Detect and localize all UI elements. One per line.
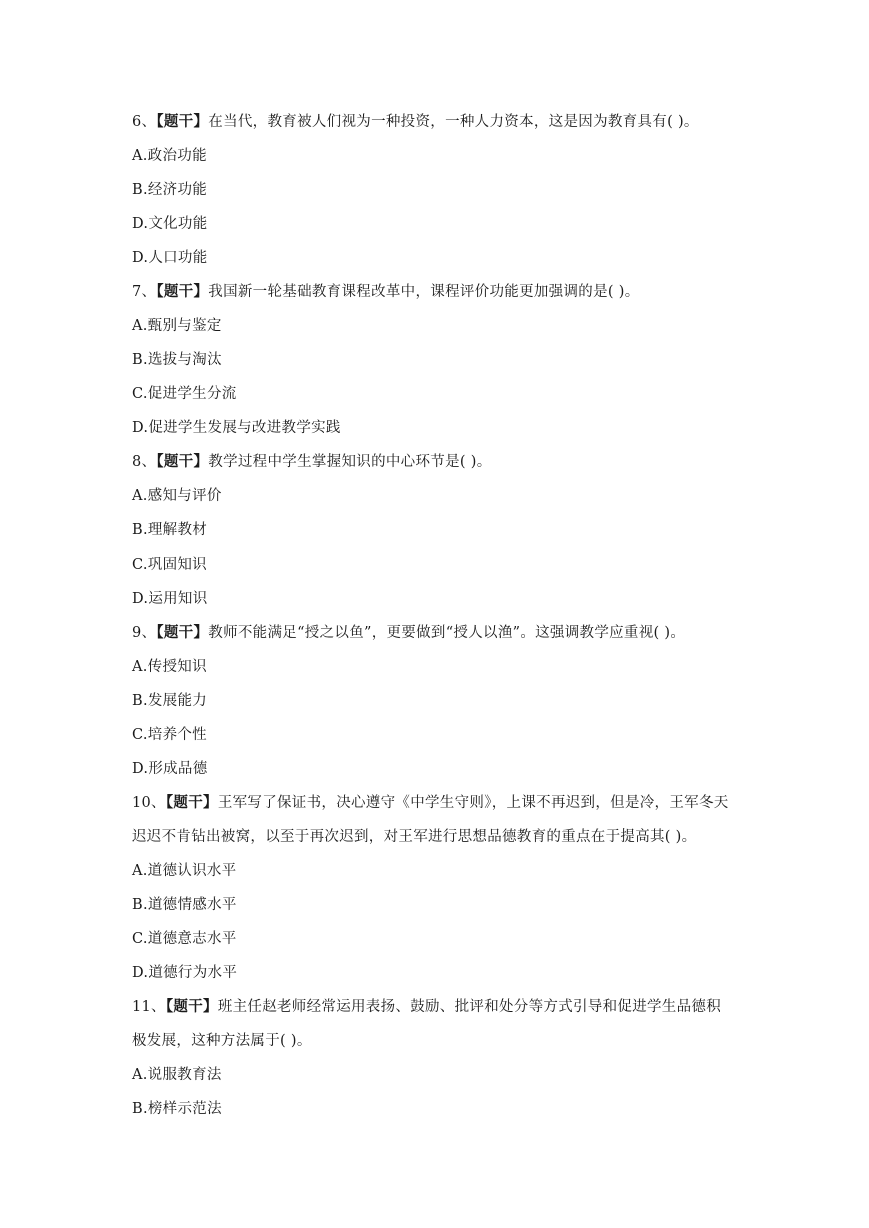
- question-number: 9、: [132, 625, 157, 641]
- question-10-stem-continued: 迟迟不肯钻出被窝，以至于再次迟到，对王军进行思想品德教育的重点在于提高其( )。: [132, 829, 697, 845]
- question-tag: 【题干】: [156, 624, 209, 641]
- question-6-option-d: D.人口功能: [132, 250, 208, 266]
- question-tag: 【题干】: [156, 113, 209, 130]
- question-7-option-c: C.促进学生分流: [132, 386, 237, 402]
- question-tag: 【题干】: [165, 794, 218, 811]
- question-text: 班主任赵老师经常运用表扬、鼓励、批评和处分等方式引导和促进学生品德积: [217, 999, 722, 1015]
- question-7-stem: [132, 282, 742, 302]
- question-11-option-a: A.说服教育法: [132, 1067, 222, 1083]
- question-10-option-b: B.道德情感水平: [132, 897, 237, 913]
- question-8-option-b: B.理解教材: [132, 522, 208, 538]
- question-8-option-d: D.运用知识: [132, 591, 208, 607]
- question-number: 10、: [132, 795, 166, 811]
- question-6-option-b: B.经济功能: [132, 182, 208, 198]
- question-number: 6、: [132, 114, 157, 130]
- question-tag: 【题干】: [156, 283, 209, 300]
- question-8-stem: [132, 452, 742, 472]
- question-number: 7、: [132, 284, 157, 300]
- question-11-stem-continued: 极发展，这种方法属于( )。: [132, 1033, 312, 1049]
- question-text: 在当代，教育被人们视为一种投资，一种人力资本，这是因为教育具有( )。: [208, 114, 699, 130]
- question-7-option-d: D.促进学生发展与改进教学实践: [132, 420, 341, 436]
- question-number: 11、: [132, 999, 166, 1015]
- question-9-option-a: A.传授知识: [132, 659, 207, 675]
- question-tag: 【题干】: [165, 998, 218, 1015]
- question-9-option-b: B.发展能力: [132, 693, 208, 709]
- question-10-option-a: A.道德认识水平: [132, 863, 237, 879]
- question-8-option-c: C.巩固知识: [132, 557, 207, 573]
- question-6-option-c: D.文化功能: [132, 216, 208, 232]
- question-text: 王军写了保证书，决心遵守《中学生守则》，上课不再迟到，但是冷，王军冬天: [217, 795, 729, 811]
- question-10-option-d: D.道德行为水平: [132, 965, 238, 981]
- question-11-option-b: B.榜样示范法: [132, 1101, 222, 1117]
- question-text: 教师不能满足“授之以鱼”，更要做到“授人以渔”。这强调教学应重视( )。: [208, 625, 686, 641]
- question-text: 教学过程中学生掌握知识的中心环节是( )。: [208, 454, 492, 470]
- question-7-option-b: B.选拔与淘汰: [132, 352, 222, 368]
- question-9-option-c: C.培养个性: [132, 727, 207, 743]
- question-8-option-a: A.感知与评价: [132, 488, 222, 504]
- question-10-stem: [132, 793, 742, 813]
- question-7-option-a: A.甄别与鉴定: [132, 318, 222, 334]
- question-9-option-d: D.形成品德: [132, 761, 208, 777]
- question-text: 我国新一轮基础教育课程改革中，课程评价功能更加强调的是( )。: [208, 284, 640, 300]
- question-6-option-a: A.政治功能: [132, 148, 207, 164]
- question-10-option-c: C.道德意志水平: [132, 931, 237, 947]
- question-9-stem: [132, 623, 742, 643]
- question-11-stem: [132, 997, 742, 1017]
- question-6-stem: [132, 112, 742, 132]
- question-number: 8、: [132, 454, 157, 470]
- question-tag: 【题干】: [156, 453, 209, 470]
